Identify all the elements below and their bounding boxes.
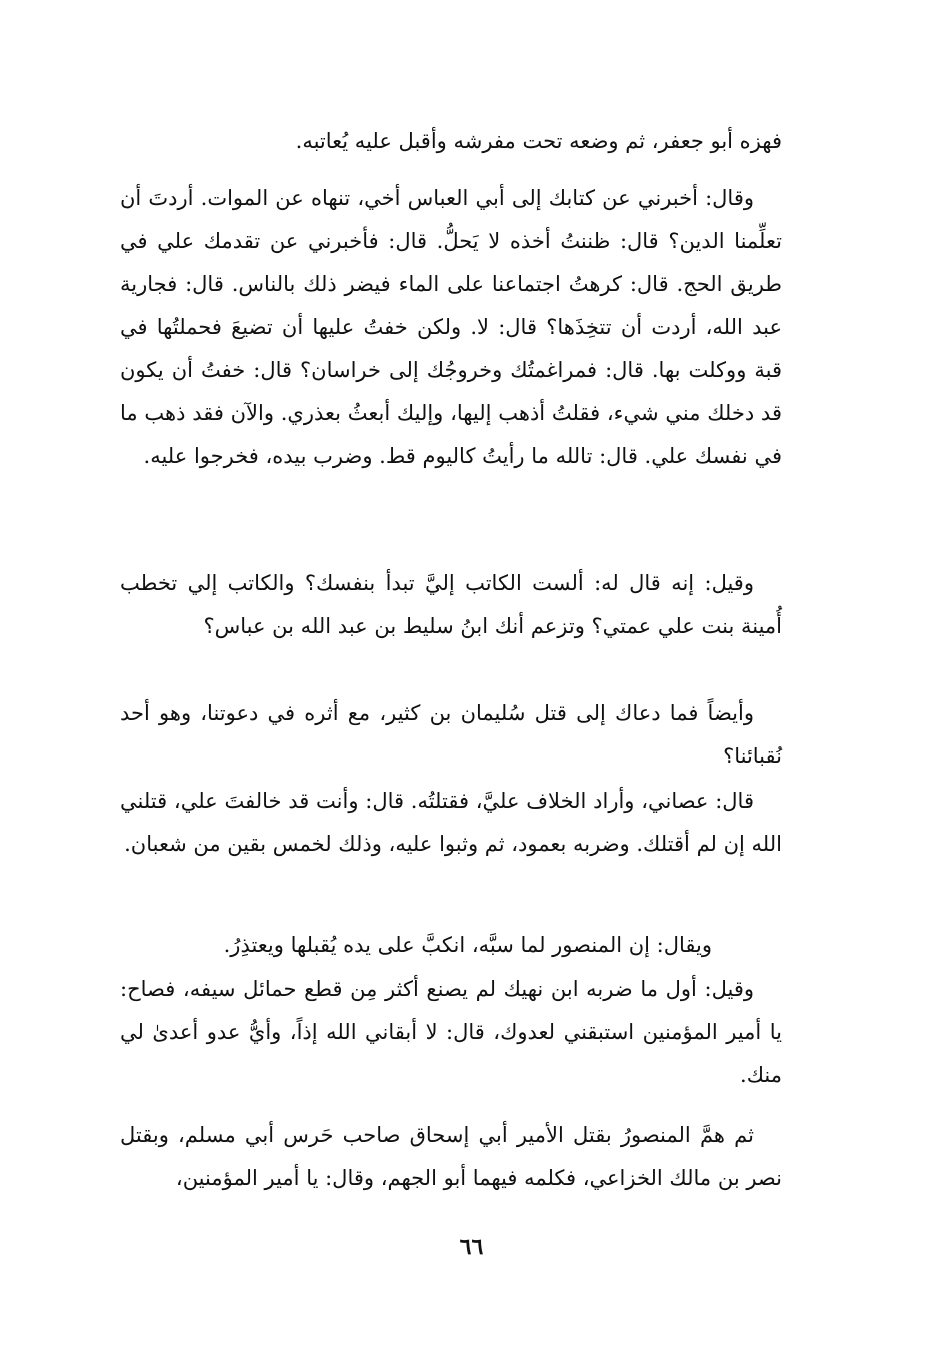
- paragraph-5: [120, 780, 782, 866]
- paragraph-text: وقيل: أول ما ضربه ابن نهيك لم يصنع أكثر مِن قطع حمائل سيفه، فصاح: يا أمير المؤمنين استبقني لعدوك، قال: لا أبقاني الله إذاً، وأيُّ عدو أعدىٰ لي منك.: [120, 977, 782, 1087]
- page-number: ٦٦: [459, 1234, 484, 1260]
- paragraph-8: [120, 1114, 782, 1200]
- paragraph-2: [120, 177, 782, 478]
- paragraph-7: [120, 968, 782, 1097]
- paragraph-6: [120, 924, 782, 967]
- paragraph-text: قال: عصاني، وأراد الخلاف عليَّ، فقتلتُه. قال: وأنت قد خالفتَ علي، قتلني الله إن لم أقتلك. وضربه بعمود، ثم وثبوا عليه، وذلك لخمس بقين من شعبان.: [120, 789, 782, 856]
- paragraph-text: ويقال: إن المنصور لما سبَّه، انكبَّ على يده يُقبلها ويعتذِرُ.: [223, 933, 712, 957]
- paragraph-text: وأيضاً فما دعاك إلى قتل سُليمان بن كثير، مع أثره في دعوتنا، وهو أحد نُقبائنا؟: [120, 701, 782, 768]
- paragraph-text: وقال: أخبرني عن كتابك إلى أبي العباس أخي، تنهاه عن الموات. أردتَ أن تعلِّمنا الدين؟ قال: ظننتُ أخذه لا يَحلُّ. قال: فأخبرني عن تقدمك علي في طريق الحج. قال: كرهتُ اجتماعنا على الماء فيضر ذلك بالناس. قال: فجارية عبد الله، أردت أن تتخِذَها؟ قال: لا. ولكن خفتُ عليها أن تضيعَ فحملتُها في قبة ووكلت بها. قال: فمراغمتُك وخروجُك إلى خراسان؟ قال: خفتُ أن يكون قد دخلك مني شيء، فقلتُ أذهب إليها، وإليك أبعثُ بعذري. والآن فقد ذهب ما في نفسك علي. قال: تالله ما رأيتُ كاليوم قط. وضرب بيده، فخرجوا عليه.: [120, 186, 782, 468]
- paragraph-text: وقيل: إنه قال له: ألست الكاتب إليَّ تبدأ بنفسك؟ والكاتب إلي تخطب أُمينة بنت علي عمتي؟ وتزعم أنك ابنُ سليط بن عبد الله بن عباس؟: [120, 571, 782, 638]
- paragraph-1: [120, 120, 782, 163]
- paragraph-4: [120, 692, 782, 778]
- paragraph-3: [120, 562, 782, 648]
- paragraph-text: ثم همَّ المنصورُ بقتل الأمير أبي إسحاق صاحب حَرس أبي مسلم، وبقتل نصر بن مالك الخزاعي، فكلمه فيهما أبو الجهم، وقال: يا أمير المؤمنين،: [120, 1123, 782, 1190]
- paragraph-text: فهزه أبو جعفر، ثم وضعه تحت مفرشه وأقبل عليه يُعاتبه.: [295, 129, 782, 153]
